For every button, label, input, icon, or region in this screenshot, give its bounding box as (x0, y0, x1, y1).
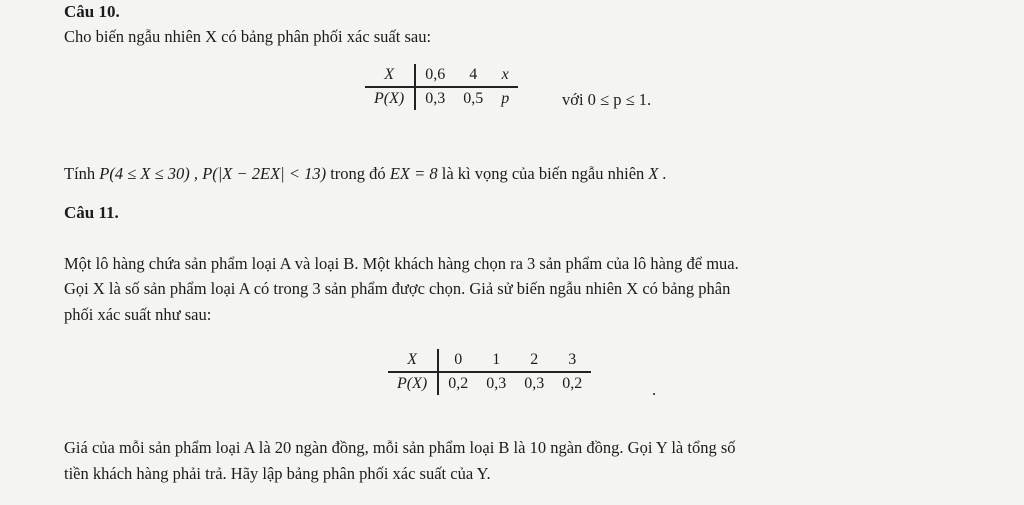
table-x-label: X (365, 64, 415, 87)
table-cell: 3 (553, 349, 591, 372)
q10-title: Câu 10. (64, 2, 120, 21)
q11-title: Câu 11. (64, 203, 119, 222)
table-cell: x (492, 64, 518, 87)
table-x-label: X (388, 349, 438, 372)
q10-ask-suffix: là kì vọng của biến ngẫu nhiên (441, 164, 645, 183)
q11-distribution-table (388, 349, 591, 395)
q11-line1: Một lô hàng chứa sản phẩm loại A và loại B. Một khách hàng chọn ra 3 sản phẩm của lô hàng để mua. (64, 254, 739, 273)
table-cell: 0,3 (486, 375, 507, 392)
table-cell: 0,6 (415, 64, 454, 87)
table-cell: 0,5 (463, 90, 484, 107)
q11-line5: tiền khách hàng phải trả. Hãy lập bảng phân phối xác suất của Y. (64, 464, 491, 483)
q10-question (64, 164, 667, 184)
q11-line4: Giá của mỗi sản phẩm loại A là 20 ngàn đồng, mỗi sản phẩm loại B là 10 ngàn đồng. Gọi Y là tổng số (64, 438, 736, 457)
q11-table-end: . (652, 380, 657, 399)
q11-line3: phối xác suất như sau: (64, 305, 212, 324)
table-cell: 0,2 (448, 375, 469, 392)
q10-distribution-table (365, 64, 518, 110)
q10-condition: với 0 ≤ p ≤ 1. (562, 90, 652, 109)
q10-expr2: P(|X − 2EX| < 13) (202, 164, 327, 183)
q10-ask-mid: trong đó (330, 164, 386, 183)
table-cell: 1 (477, 349, 515, 372)
table-cell: 0 (438, 349, 477, 372)
table-cell: p (501, 90, 510, 107)
table-p-label: P(X) (388, 372, 438, 395)
q10-expr1: P(4 ≤ X ≤ 30) , (99, 164, 199, 183)
table-cell: 0,3 (524, 375, 545, 392)
q10-expr3: EX = 8 (389, 164, 438, 183)
table-cell: 4 (454, 64, 492, 87)
table-cell: 2 (515, 349, 553, 372)
q10-ask-var: X . (648, 164, 667, 183)
q10-ask-prefix: Tính (64, 164, 96, 183)
table-p-label: P(X) (365, 87, 415, 110)
q11-line2: Gọi X là số sản phẩm loại A có trong 3 sản phẩm được chọn. Giả sử biến ngẫu nhiên X có bảng phân (64, 279, 731, 298)
table-cell: 0,2 (562, 375, 583, 392)
table-cell: 0,3 (425, 90, 446, 107)
q10-intro: Cho biến ngẫu nhiên X có bảng phân phối xác suất sau: (64, 27, 432, 46)
